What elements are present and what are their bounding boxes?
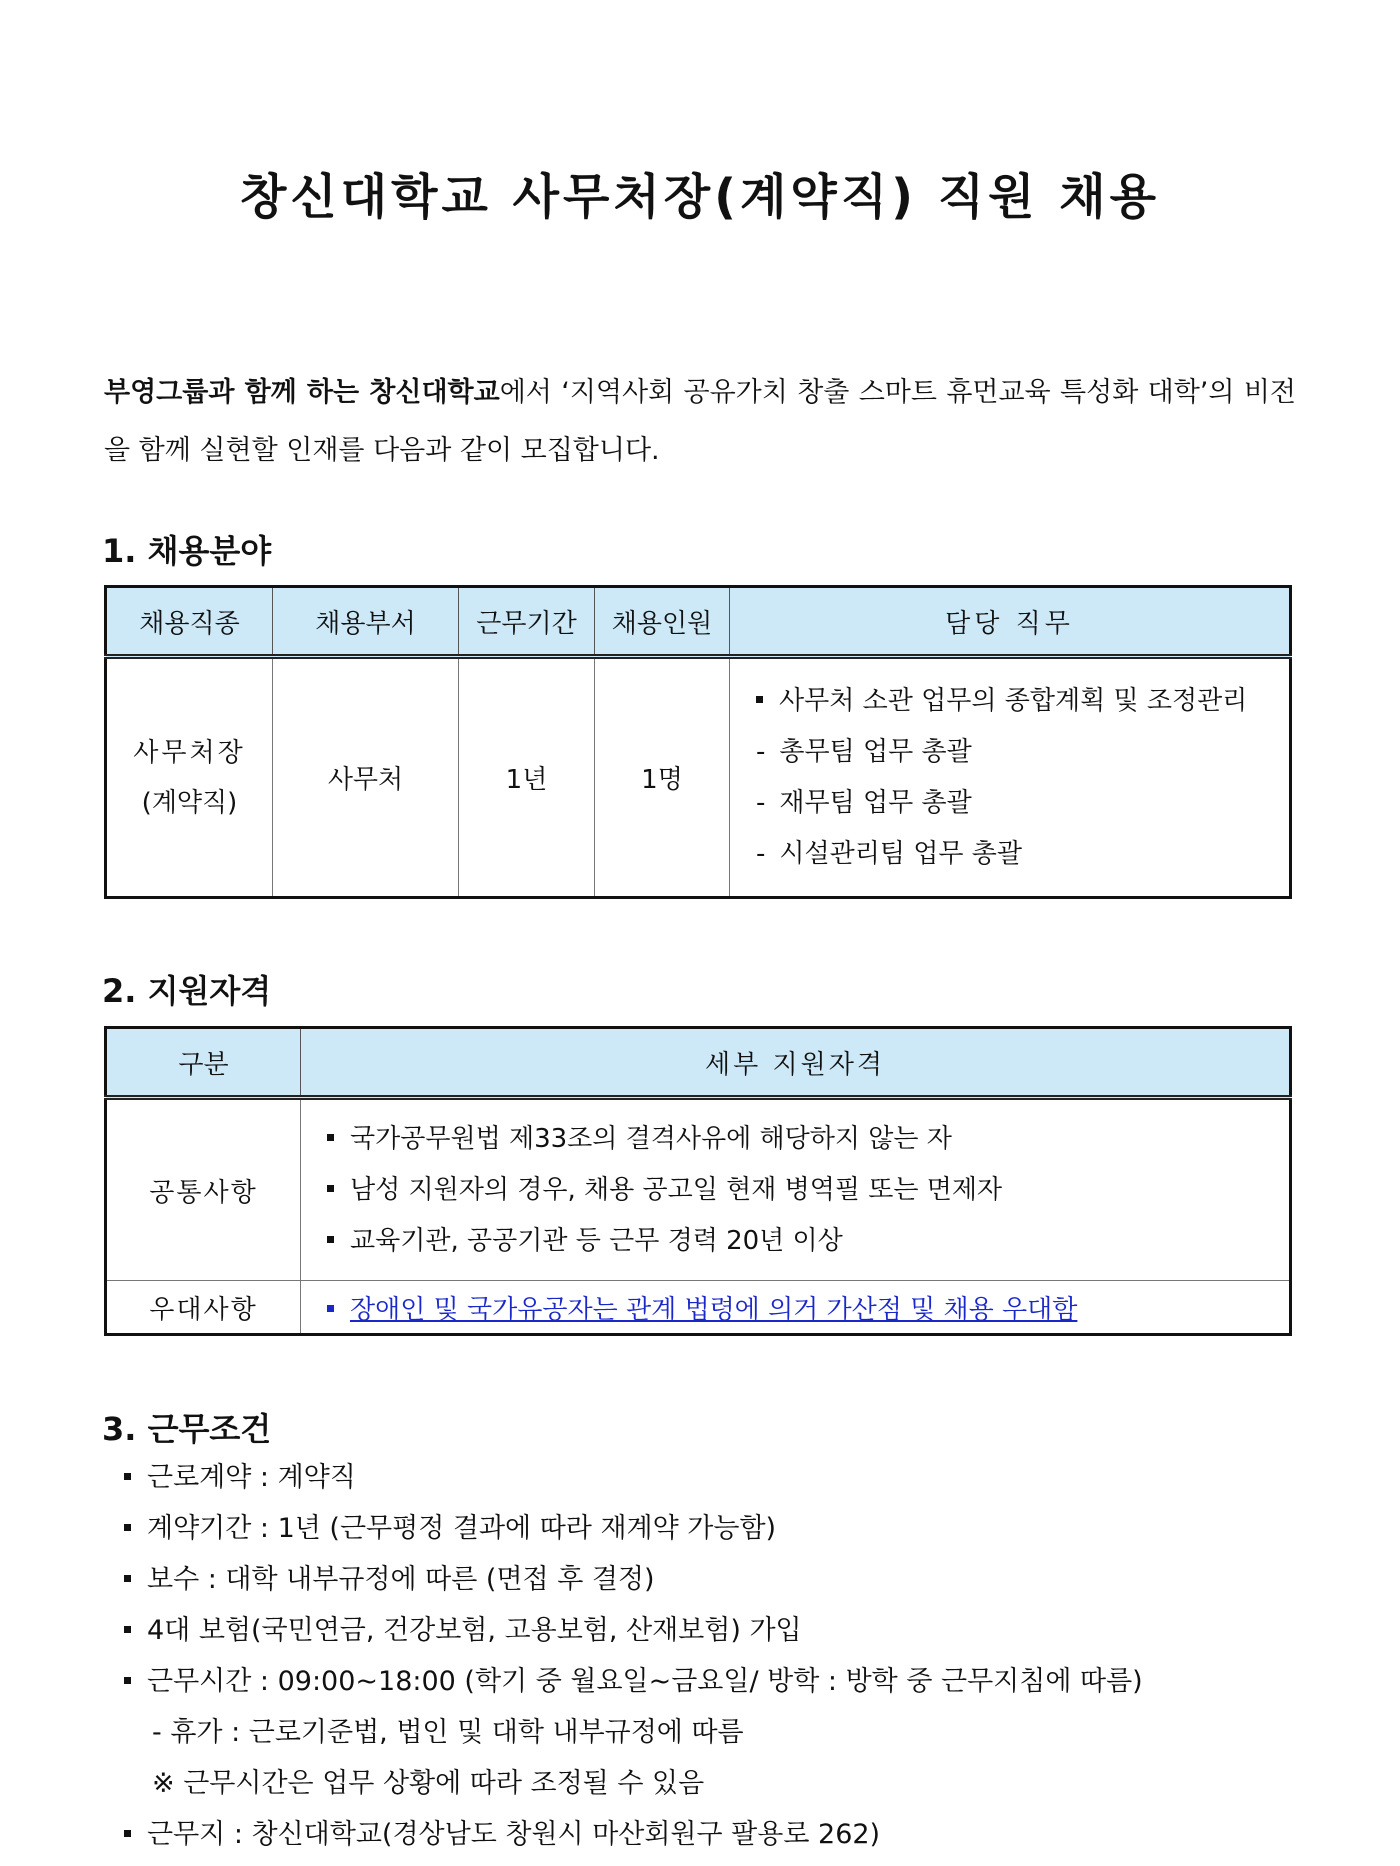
common-list xyxy=(327,1114,1288,1267)
cell-department: 사무처 xyxy=(273,657,459,898)
square-bullet-icon xyxy=(327,1134,334,1141)
square-bullet-icon xyxy=(327,1236,334,1243)
condition-note: ※ 근무시간은 업무 상황에 따라 조정될 수 있음 xyxy=(152,1768,705,1799)
section-heading-1: 1. 채용분야 xyxy=(102,532,272,570)
condition-item: 계약기간 : 1년 (근무평정 결과에 따라 재계약 가능함) xyxy=(124,1503,1143,1554)
header-count: 채용인원 xyxy=(595,587,730,657)
duty-list xyxy=(756,676,1288,880)
square-bullet-icon xyxy=(124,1524,131,1531)
duty-item: - 재무팀 업무 총괄 xyxy=(756,787,972,818)
qualification-header-row xyxy=(106,1028,1291,1098)
square-bullet-icon xyxy=(327,1305,334,1312)
recruitment-header-row xyxy=(106,587,1291,657)
common-items-cell xyxy=(301,1098,1291,1281)
condition-subitem: - 휴가 : 근로기준법, 법인 및 대학 내부규정에 따름 xyxy=(152,1717,744,1748)
duty-item: - 시설관리팀 업무 총괄 xyxy=(756,838,1022,869)
header-department: 채용부서 xyxy=(273,587,459,657)
header-detail: 세부 지원자격 xyxy=(301,1028,1291,1098)
condition-item: 근무지 : 창신대학교(경상남도 창원시 마산회원구 팔용로 262) xyxy=(124,1809,1143,1860)
common-label: 공통사항 xyxy=(106,1098,301,1281)
cell-period: 1년 xyxy=(459,657,595,898)
condition-item: 근무시간 : 09:00~18:00 (학기 중 월요일~금요일/ 방학 : 방학 중 근무지침에 따름) xyxy=(124,1656,1143,1707)
common-item: 국가공무원법 제33조의 결격사유에 해당하지 않는 자 xyxy=(327,1114,1288,1165)
qualification-table xyxy=(104,1026,1292,1336)
job-type-line1: 사무처장 xyxy=(133,737,246,768)
preference-text: 장애인 및 국가유공자는 관계 법령에 의거 가산점 및 채용 우대함 xyxy=(350,1294,1078,1325)
square-bullet-icon xyxy=(124,1575,131,1582)
cell-job-type xyxy=(106,657,273,898)
duty-item: 사무처 소관 업무의 종합계획 및 조정관리 xyxy=(756,676,1288,727)
recruitment-table xyxy=(104,585,1292,899)
header-duties: 담당 직무 xyxy=(730,587,1291,657)
condition-item: 보수 : 대학 내부규정에 따른 (면접 후 결정) xyxy=(124,1554,1143,1605)
header-job-type: 채용직종 xyxy=(106,587,273,657)
condition-item: 4대 보험(국민연금, 건강보험, 고용보험, 산재보험) 가입 xyxy=(124,1605,1143,1656)
intro-paragraph xyxy=(104,364,1296,480)
square-bullet-icon xyxy=(124,1626,131,1633)
square-bullet-icon xyxy=(124,1830,131,1837)
common-item: 교육기관, 공공기관 등 근무 경력 20년 이상 xyxy=(327,1216,1288,1267)
cell-count: 1명 xyxy=(595,657,730,898)
common-item: 남성 지원자의 경우, 채용 공고일 현재 병역필 또는 면제자 xyxy=(327,1165,1288,1216)
intro-text: 에서 ‘지역사회 공유가치 창출 스마트 휴먼교육 특성화 대학’의 비전을 함께 실현할 인재를 다음과 같이 모집합니다. xyxy=(104,377,1296,466)
job-type-line2: (계약직) xyxy=(141,787,238,818)
section-heading-2: 2. 지원자격 xyxy=(102,972,272,1010)
square-bullet-icon xyxy=(756,696,763,703)
cell-duties xyxy=(730,657,1291,898)
square-bullet-icon xyxy=(124,1677,131,1684)
condition-item: 근로계약 : 계약직 xyxy=(124,1452,1143,1503)
section-heading-3: 3. 근무조건 xyxy=(102,1410,272,1448)
conditions-list xyxy=(124,1452,1143,1860)
square-bullet-icon xyxy=(327,1185,334,1192)
document-title: 창신대학교 사무처장(계약직) 직원 채용 xyxy=(240,169,1160,225)
intro-bold: 부영그룹과 함께 하는 창신대학교 xyxy=(104,377,500,408)
square-bullet-icon xyxy=(124,1473,131,1480)
common-row xyxy=(106,1098,1291,1281)
preference-cell xyxy=(301,1281,1291,1335)
duty-item: - 총무팀 업무 총괄 xyxy=(756,736,972,767)
preference-row xyxy=(106,1281,1291,1335)
recruitment-row xyxy=(106,657,1291,898)
header-period: 근무기간 xyxy=(459,587,595,657)
preference-label: 우대사항 xyxy=(106,1281,301,1335)
header-category: 구분 xyxy=(106,1028,301,1098)
